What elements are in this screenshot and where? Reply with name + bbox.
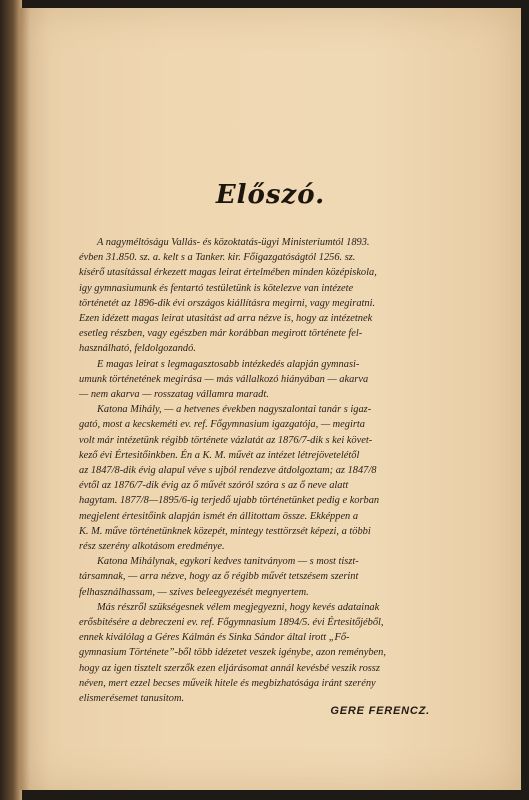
- preface-paragraph: [79, 402, 469, 554]
- text-line: gymnasium Története”-ből több idézetet veszek igénybe, azon reményben,: [79, 647, 386, 659]
- text-line: volt már intézetünk régibb története vázlatát az 1876/7-dik s kei követ-: [79, 434, 373, 446]
- text-line: Ezen idézett magas leirat utasitást ad arra nézve is, hogy az intézetnek: [79, 313, 373, 325]
- author-signature: GERE FERENCZ.: [330, 705, 430, 717]
- text-line: A nagyméltóságu Vallás- és közoktatás-ügyi Ministeriumtól 1893.: [97, 237, 370, 248]
- text-line: társamnak, — arra nézve, hogy az ő régibb művét tetszésem szerint: [79, 571, 359, 583]
- book-page: [20, 8, 521, 790]
- text-line: Katona Mihály, — a hetvenes években nagyszalontai tanár s igaz-: [97, 404, 372, 416]
- text-line: kísérő utasítással érkezett magas leirat értelmében minden középiskola,: [79, 267, 377, 279]
- text-line: erősbitésére a debreczeni ev. ref. Főgymnasium 1894/5. évi Értesitőjéből,: [79, 617, 384, 629]
- text-line: évben 31.850. sz. a. kelt s a Tanker. kir. Főigazgatóságtól 1256. sz.: [79, 252, 356, 264]
- text-line: esetleg részben, vagy egészben már korábban megirott története fel-: [79, 328, 363, 340]
- text-line: néven, mert ezzel becses műveik hitele és megbizhatósága iránt szerény: [79, 677, 376, 689]
- text-line: rész szerény alkotásom eredménye.: [79, 541, 225, 553]
- page-title: Előszó.: [215, 180, 326, 210]
- text-line: történetét az 1896-dik évi országos kiállításra megirni, vagy megiratni.: [79, 297, 376, 309]
- text-line: megjelent értesitőink alapján ismét én állitottam össze. Ekképpen a: [79, 510, 359, 522]
- page-gutter-shadow: [20, 8, 30, 790]
- text-line: gató, most a kecskeméti ev. ref. Főgymnasium igazgatója, — megirta: [79, 419, 365, 431]
- text-line: igy gymnasiumunk és fentartó testületünk is kötelezve van intézete: [79, 282, 354, 294]
- text-line: elismerésemet tanusitom.: [79, 693, 185, 705]
- preface-paragraph: [79, 357, 469, 403]
- preface-paragraph: [79, 235, 469, 357]
- text-line: — nem akarva — rosszatag vállamra maradt.: [79, 389, 269, 401]
- text-line: umunk történetének megirása — más vállalkozó hiányában — akarva: [79, 373, 369, 385]
- text-line: Katona Mihálynak, egykori kedves tanitványom — s most tiszt-: [97, 556, 359, 568]
- text-line: ennek kiválólag a Géres Kálmán és Sinka Sándor által irott „Fő-: [79, 632, 350, 644]
- text-line: felhasználhassam, — szives beleegyezését megnyertem.: [79, 586, 309, 598]
- preface-body: [79, 235, 469, 706]
- text-line: kező évi Értesitőinkben. Én a K. M. művét az intézet létrejövetelétől: [79, 449, 360, 461]
- text-line: Más részről szükségesnek vélem megjegyezni, hogy kevés adatainak: [97, 601, 380, 613]
- text-line: évtől az 1876/7-dik évig az ő művét szóról szóra s az ő neve alatt: [79, 480, 349, 492]
- text-line: E magas leirat s legmagasztosabb intézkedés alapján gymnasi-: [97, 358, 360, 370]
- text-line: használható, feldolgozandó.: [79, 343, 196, 355]
- text-line: K. M. műve történetünknek közepét, mintegy testtörzsét képezi, a többi: [79, 525, 371, 537]
- text-line: hogy az igen tisztelt szerzők ezen eljárásomat annál kevésbé veszik rossz: [79, 662, 380, 674]
- preface-paragraph: [79, 600, 469, 706]
- book-spine-edge: [0, 0, 22, 800]
- preface-paragraph: [79, 554, 469, 600]
- text-line: hagytam. 1877/8—1895/6-ig terjedő ujabb történetünket pedig e korban: [79, 495, 380, 507]
- text-line: az 1847/8-dik évig alapul véve s ujból rendezve átdolgoztam; az 1847/8: [79, 465, 377, 477]
